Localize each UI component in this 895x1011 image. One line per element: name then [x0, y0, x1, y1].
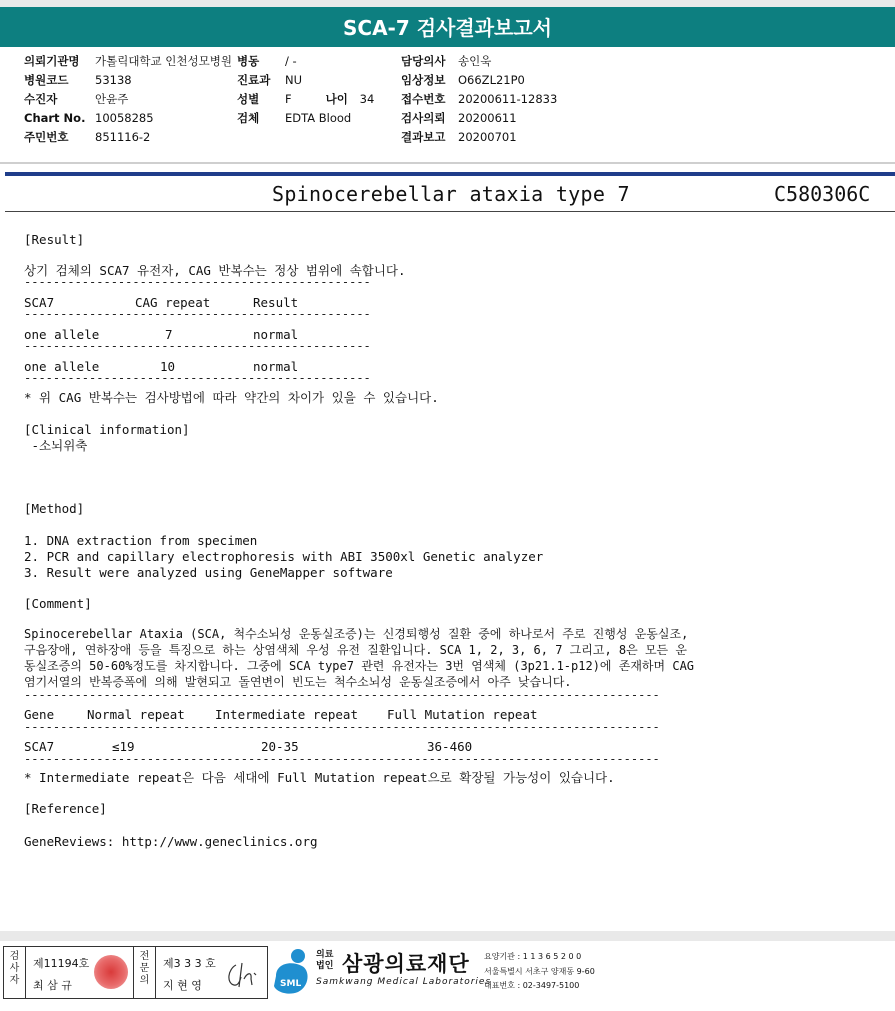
- method-item-3: 3. Result were analyzed using GeneMapper software: [24, 565, 393, 580]
- table-rule: ------------------------------------------------: [24, 339, 371, 353]
- org-name: 삼광의료재단: [342, 952, 470, 976]
- value-doctor: 송인욱: [458, 54, 492, 68]
- comment-col-intermediate: Intermediate repeat: [215, 707, 358, 722]
- label-receipt-no: 접수번호: [401, 92, 446, 106]
- table-rule: ------------------------------------------------: [24, 371, 371, 385]
- label-chart-no: Chart No.: [24, 111, 86, 125]
- divider: [0, 162, 895, 164]
- signature-box: [3, 946, 268, 999]
- header-col-2: [237, 52, 374, 128]
- comment-row-full: 36-460: [427, 739, 473, 754]
- table-rule: ----------------------------------------------------------------------------------------: [24, 720, 660, 734]
- footer-strip: [0, 931, 895, 941]
- org-info-2: 서울특별시 서초구 양재동 9-60: [484, 967, 595, 976]
- specialist-label-text: 전문의: [139, 951, 150, 986]
- result-col-cag: CAG repeat: [135, 295, 211, 310]
- value-receipt-no: 20200611-12833: [458, 92, 558, 106]
- value-institution: 가톨릭대학교 인천성모병원: [95, 54, 232, 68]
- examiner-label: [4, 947, 26, 998]
- org-name-en: Samkwang Medical Laboratories: [316, 977, 492, 987]
- method-item-2: 2. PCR and capillary electrophoresis with ABI 3500xl Genetic analyzer: [24, 549, 544, 564]
- result-row-2-allele: one allele: [24, 359, 100, 374]
- label-ward: 병동: [237, 54, 260, 68]
- examiner-name: 최 삼 규: [33, 979, 72, 992]
- result-row-1-result: normal: [253, 327, 299, 342]
- value-hospital-code: 53138: [95, 73, 132, 87]
- result-col-gene: SCA7: [24, 295, 55, 310]
- value-specimen: EDTA Blood: [285, 111, 352, 125]
- top-strip: [0, 0, 895, 7]
- label-clinical-info: 임상정보: [401, 73, 446, 87]
- label-resident-no: 주민번호: [24, 130, 69, 144]
- value-ward: / -: [285, 54, 297, 68]
- specialist-no: 제3 3 3 호: [163, 957, 216, 970]
- result-note: * 위 CAG 반복수는 검사방법에 따라 약간의 차이가 있을 수 있습니다.: [24, 390, 439, 405]
- label-request-date: 검사의뢰: [401, 111, 446, 125]
- comment-line-4: 염기서열의 반복증폭에 의해 발현되고 돌연변이 빈도는 척수소뇌성 운동실조증에서 아주 낮습니다.: [24, 675, 572, 689]
- value-patient: 안윤주: [95, 92, 129, 106]
- comment-row-intermediate: 20-35: [261, 739, 299, 754]
- logo-text: SML: [280, 979, 302, 989]
- comment-col-gene: Gene: [24, 707, 55, 722]
- clinical-heading: [Clinical information]: [24, 422, 190, 437]
- org-info-3: 대표번호 : 02-3497-5100: [484, 981, 580, 990]
- comment-col-full: Full Mutation repeat: [387, 707, 538, 722]
- examiner-label-text: 검사자: [9, 951, 20, 986]
- label-report-date: 결과보고: [401, 130, 446, 144]
- comment-col-normal: Normal repeat: [87, 707, 185, 722]
- value-report-date: 20200701: [458, 130, 517, 144]
- table-rule: ------------------------------------------------: [24, 307, 371, 321]
- comment-line-2: 구음장애, 연하장애 등을 특징으로 하는 상염색체 우성 유전 질환입니다. SCA 1, 2, 3, 6, 7 그리고, 8은 모든 운: [24, 643, 687, 657]
- header-col-1: [24, 52, 232, 147]
- table-rule: ------------------------------------------------: [24, 275, 371, 289]
- label-institution: 의뢰기관명: [24, 54, 80, 68]
- table-rule: ----------------------------------------------------------------------------------------: [24, 752, 660, 766]
- method-heading: [Method]: [24, 501, 85, 516]
- comment-row-gene: SCA7: [24, 739, 55, 754]
- divider-thin: [5, 211, 895, 212]
- label-doctor: 담당의사: [401, 54, 446, 68]
- result-summary: 상기 검체의 SCA7 유전자, CAG 반복수는 정상 범위에 속합니다.: [24, 263, 406, 278]
- value-chart-no: 10058285: [95, 111, 154, 125]
- comment-row-normal: ≤19: [112, 739, 135, 754]
- result-heading: [Result]: [24, 232, 85, 247]
- result-row-1-allele: one allele: [24, 327, 100, 342]
- value-sex: F: [285, 92, 292, 106]
- value-department: NU: [285, 73, 303, 87]
- value-request-date: 20200611: [458, 111, 517, 125]
- value-clinical-info: O66ZL21P0: [458, 73, 525, 87]
- seal-icon: [94, 955, 128, 989]
- label-specimen: 검체: [237, 111, 260, 125]
- sml-logo-icon: [270, 946, 316, 1000]
- org-info-1: 요양기관 : 1 1 3 6 5 2 0 0: [484, 952, 582, 961]
- comment-heading: [Comment]: [24, 596, 92, 611]
- test-title: Spinocerebellar ataxia type 7: [272, 182, 630, 206]
- label-patient: 수진자: [24, 92, 58, 106]
- label-age: 나이: [325, 92, 348, 106]
- result-col-result: Result: [253, 295, 299, 310]
- divider-blue: [5, 172, 895, 176]
- signature-icon: [222, 957, 262, 991]
- specialist-name: 지 현 영: [163, 979, 202, 992]
- table-rule: ----------------------------------------------------------------------------------------: [24, 688, 660, 702]
- header-col-3: [401, 52, 557, 147]
- comment-note: * Intermediate repeat은 다음 세대에 Full Mutation repeat으로 확장될 가능성이 있습니다.: [24, 770, 615, 785]
- comment-line-3: 동실조증의 50-60%정도를 차지합니다. 그중에 SCA type7 관련 유전자는 3번 염색체 (3p21.1-p12)에 존재하며 CAG: [24, 659, 695, 673]
- label-sex: 성별: [237, 92, 260, 106]
- org-type: 의료 법인: [316, 950, 334, 971]
- value-resident-no: 851116-2: [95, 130, 151, 144]
- value-age: 34: [359, 92, 375, 106]
- reference-heading: [Reference]: [24, 801, 107, 816]
- clinical-text: -소뇌위축: [24, 438, 88, 453]
- specialist-label: [134, 947, 156, 998]
- result-row-2-result: normal: [253, 359, 299, 374]
- label-department: 진료과: [237, 73, 271, 87]
- test-code: C580306C: [774, 182, 871, 206]
- result-row-1-repeat: 7: [165, 327, 173, 342]
- label-hospital-code: 병원코드: [24, 73, 69, 87]
- result-row-2-repeat: 10: [160, 359, 176, 374]
- comment-line-1: Spinocerebellar Ataxia (SCA, 척수소뇌성 운동실조증)는 신경퇴행성 질환 중에 하나로서 주로 진행성 운동실조,: [24, 627, 689, 641]
- report-title: SCA-7 검사결과보고서: [0, 7, 895, 47]
- reference-text: GeneReviews: http://www.geneclinics.org: [24, 834, 318, 849]
- examiner-no: 제11194호: [33, 957, 90, 970]
- method-item-1: 1. DNA extraction from specimen: [24, 533, 258, 548]
